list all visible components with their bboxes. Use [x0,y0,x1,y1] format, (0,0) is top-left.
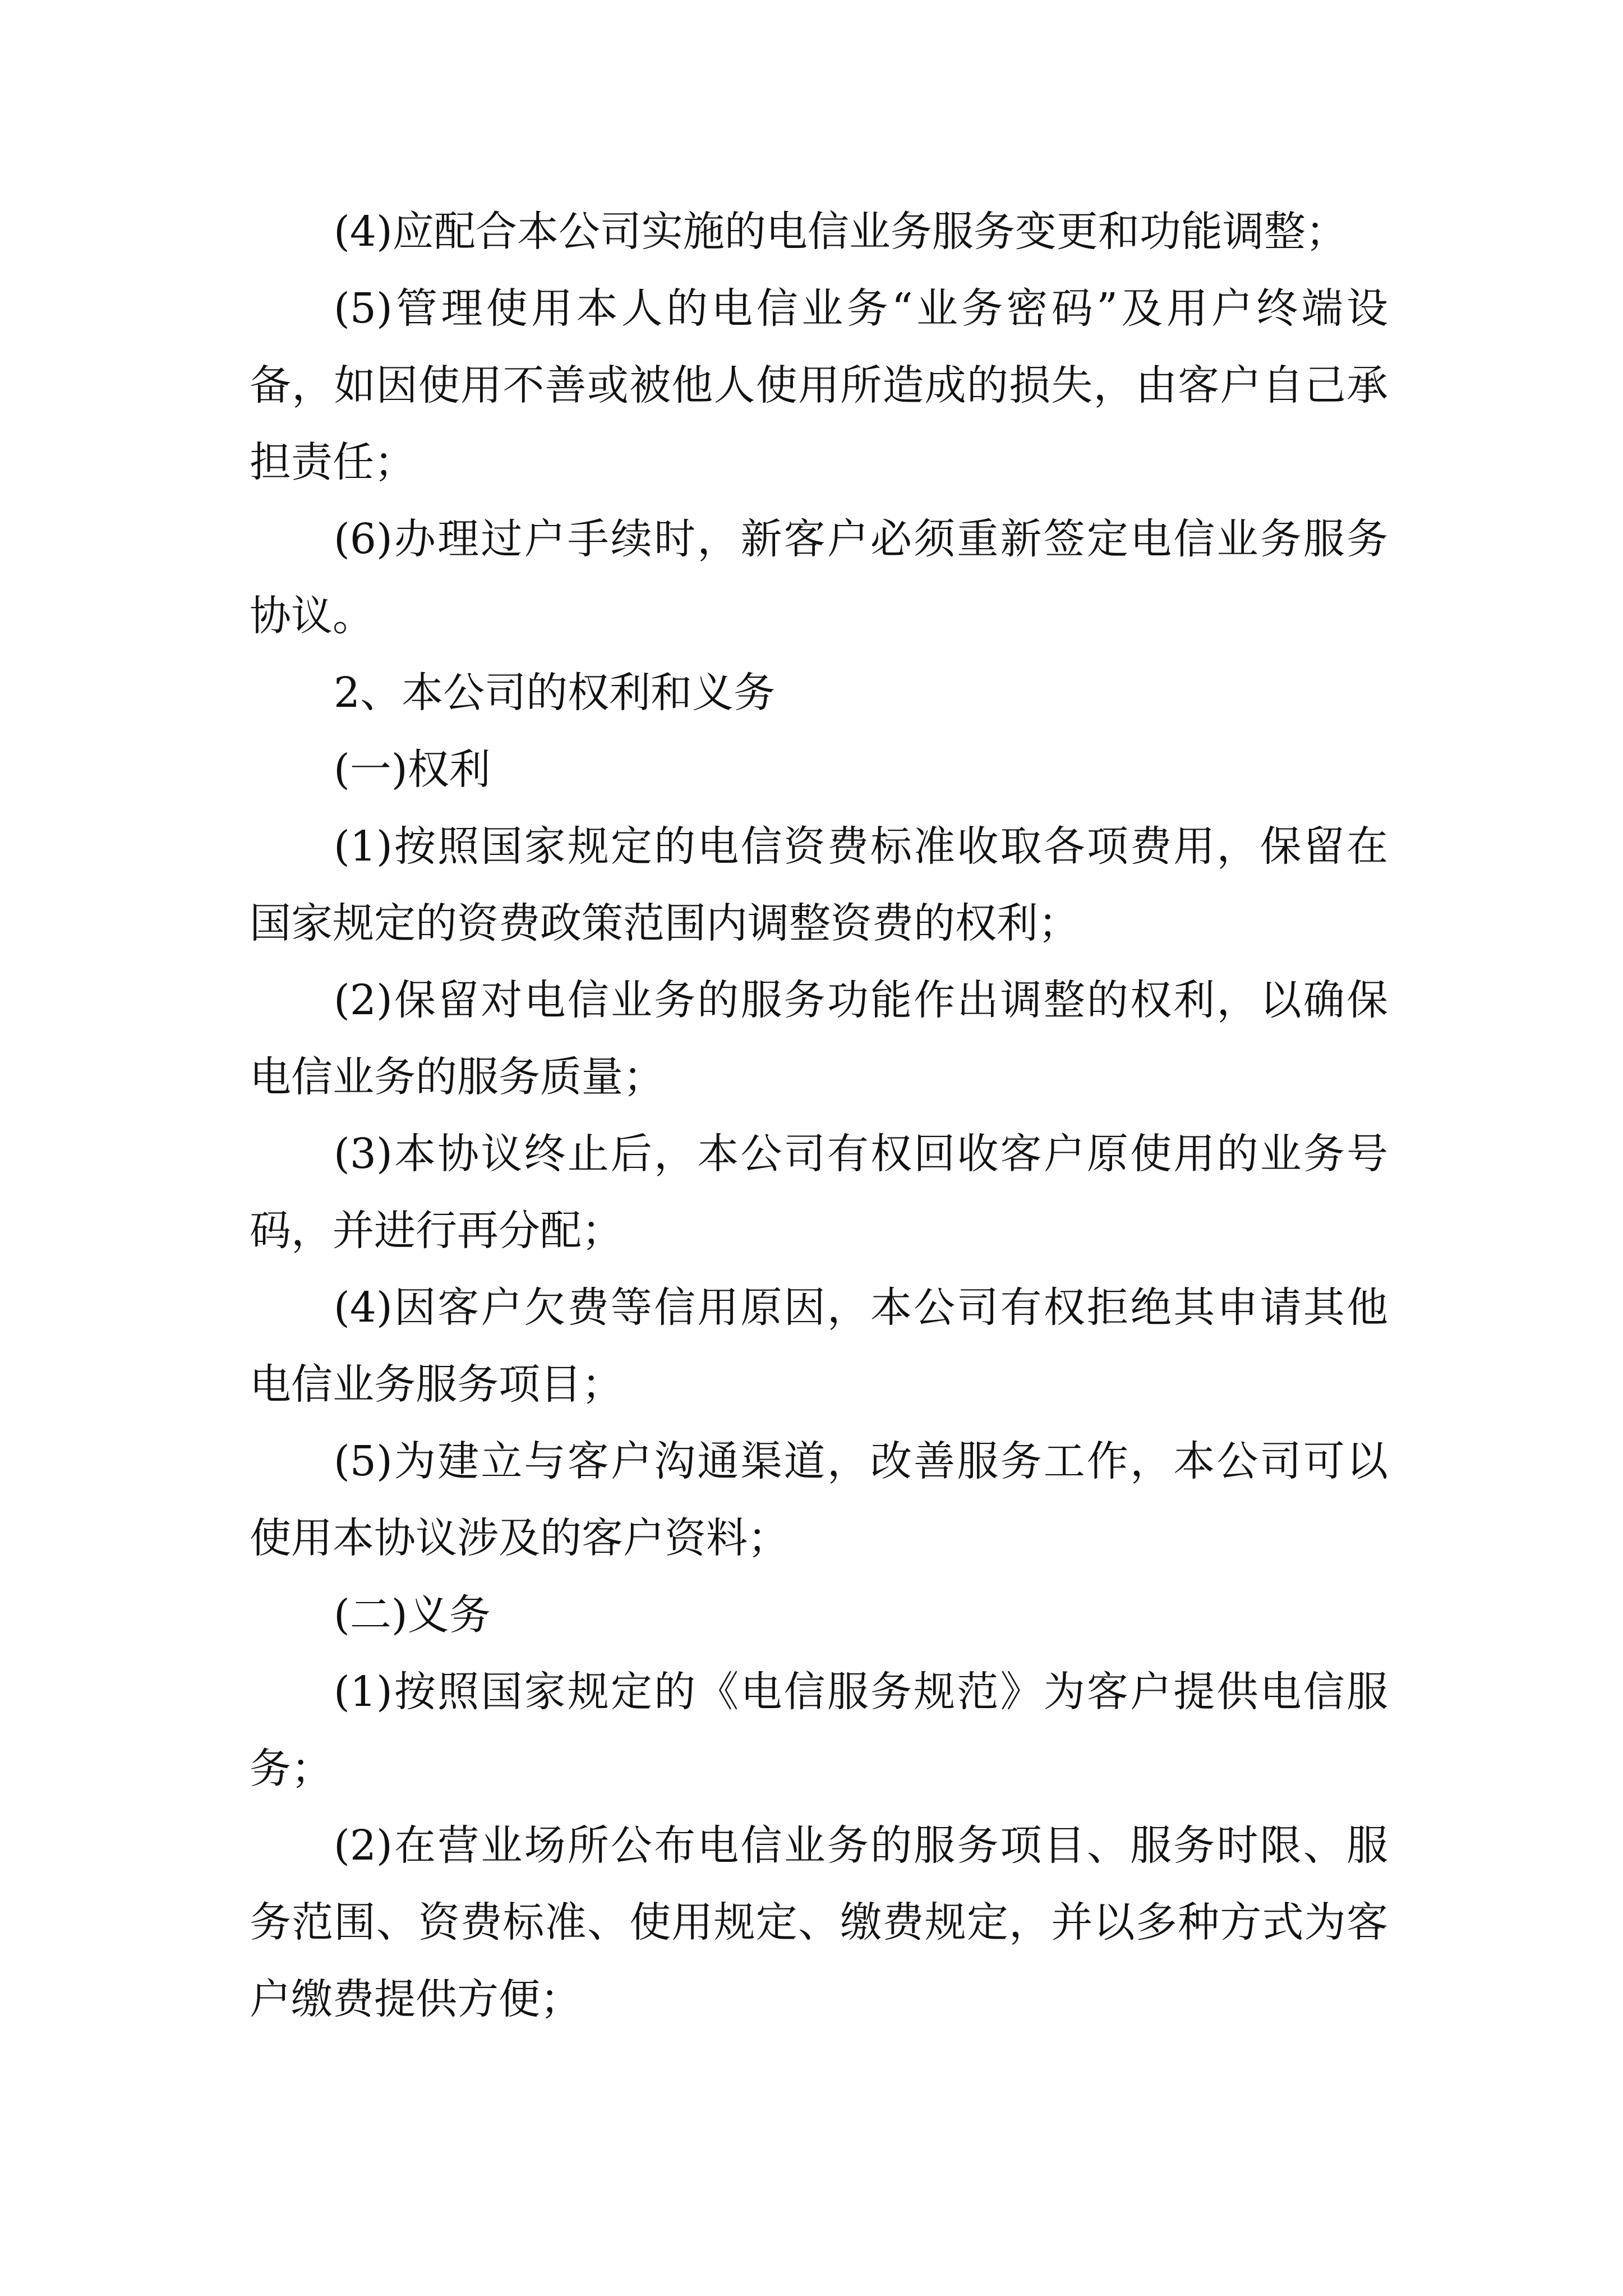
paragraph-right-4: (4)因客户欠费等信用原因，本公司有权拒绝其申请其他电信业务服务项目； [250,1283,1388,1409]
paragraph-obligation-6: (6)办理过户手续时，新客户必须重新签定电信业务服务协议。 [250,515,1388,640]
paragraph-duty-1: (1)按照国家规定的《电信服务规范》为客户提供电信服务； [250,1668,1388,1793]
paragraph-obligation-4: (4)应配合本公司实施的电信业务服务变更和功能调整； [334,208,1347,256]
paragraph-right-1: (1)按照国家规定的电信资费标准收取各项费用，保留在国家规定的资费政策范围内调整资费的权利； [250,822,1388,947]
paragraph-right-5: (5)为建立与客户沟通渠道，改善服务工作，本公司可以使用本协议涉及的客户资料； [250,1437,1388,1562]
subheading-rights: (一)权利 [334,746,491,794]
paragraph-right-2: (2)保留对电信业务的服务功能作出调整的权利，以确保电信业务的服务质量； [250,976,1388,1101]
paragraph-duty-2: (2)在营业场所公布电信业务的服务项目、服务时限、服务范围、资费标准、使用规定、缴费规定，并以多种方式为客户缴费提供方便； [250,1821,1388,2023]
subheading-obligations: (二)义务 [334,1591,491,1639]
section-heading-company-rights: 2、本公司的权利和义务 [334,669,776,717]
document-body [250,194,1388,2038]
paragraph-obligation-5: (5)管理使用本人的电信业务“业务密码”及用户终端设备，如因使用不善或被他人使用所造成的损失，由客户自己承担责任； [250,284,1388,486]
paragraph-right-3: (3)本协议终止后，本公司有权回收客户原使用的业务号码，并进行再分配； [250,1130,1388,1255]
